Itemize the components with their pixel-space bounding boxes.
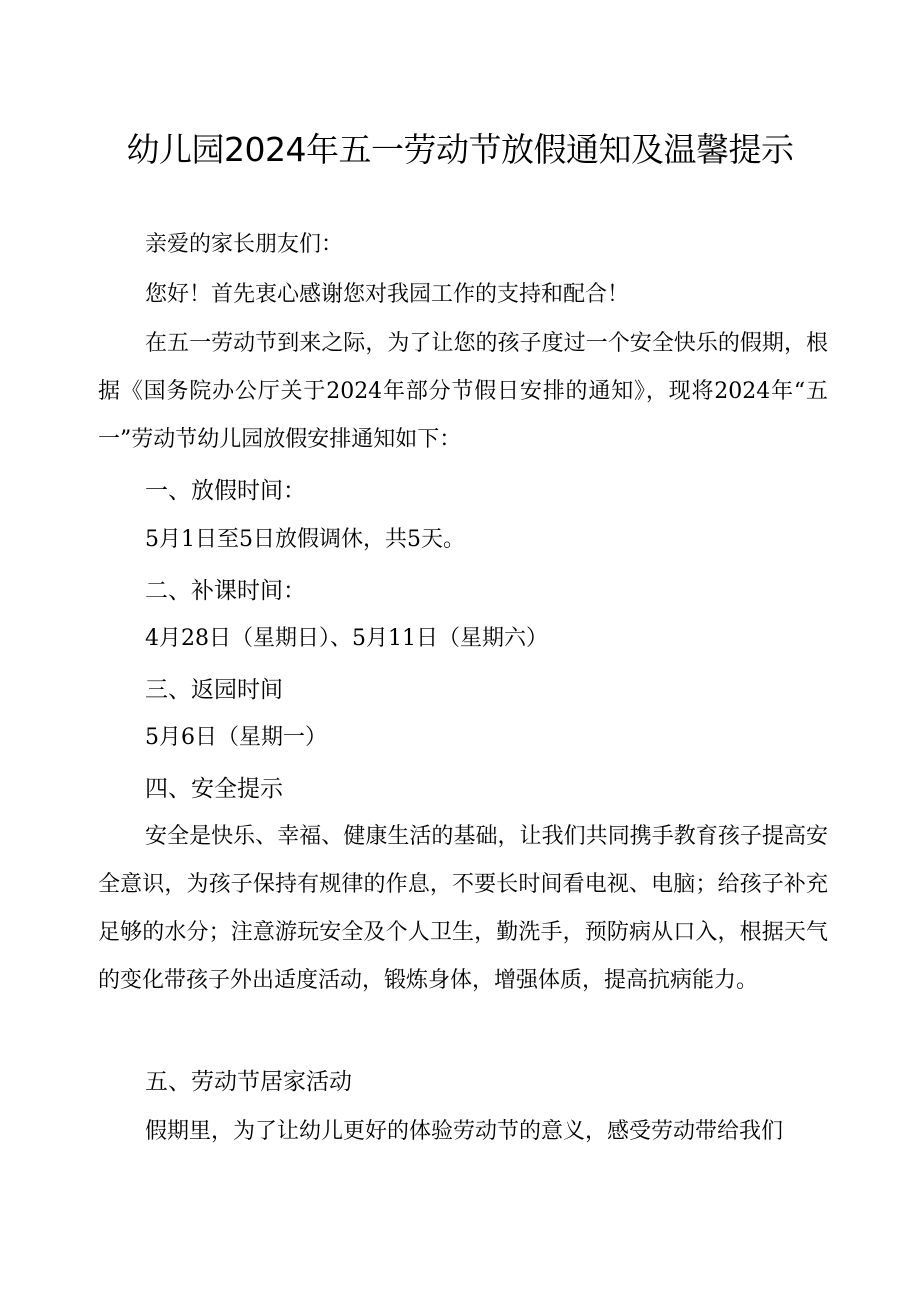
opening-paragraph: 在五一劳动节到来之际，为了让您的孩子度过一个安全快乐的假期，根据《国务院办公厅关于2024年部分节假日安排的通知》，现将2024年“五一”劳动节幼儿园放假安排通知如下：	[98, 331, 828, 452]
document-title: 幼儿园2024年五一劳动节放假通知及温馨提示	[126, 130, 794, 169]
intro-paragraph: 您好！首先衷心感谢您对我园工作的支持和配合！	[145, 282, 630, 307]
section-heading-holiday-time: 一、放假时间：	[145, 478, 306, 504]
greeting: 亲爱的家长朋友们：	[145, 232, 344, 257]
section-heading-home-activities: 五、劳动节居家活动	[145, 1069, 352, 1095]
section-heading-safety-tips: 四、安全提示	[145, 776, 283, 802]
section-text-makeup-days: 4月28日（星期日）、5月11日（星期六）	[145, 626, 548, 651]
section-text-home-activities: 假期里，为了让幼儿更好的体验劳动节的意义，感受劳动带给我们	[145, 1119, 784, 1144]
section-text-return-date: 5月6日（星期一）	[145, 725, 327, 750]
section-heading-makeup-days: 二、补课时间：	[145, 578, 306, 604]
section-text-holiday-time: 5月1日至5日放假调休，共5天。	[145, 527, 465, 552]
section-heading-return-date: 三、返园时间	[145, 677, 283, 703]
section-text-safety-tips: 安全是快乐、幸福、健康生活的基础，让我们共同携手教育孩子提高安全意识，为孩子保持有规律的作息，不要长时间看电视、电脑；给孩子补充足够的水分；注意游玩安全及个人卫生，勤洗手，预防病从口入，根据天气的变化带孩子外出适度活动，锻炼身体，增强体质，提高抗病能力。	[98, 824, 828, 993]
